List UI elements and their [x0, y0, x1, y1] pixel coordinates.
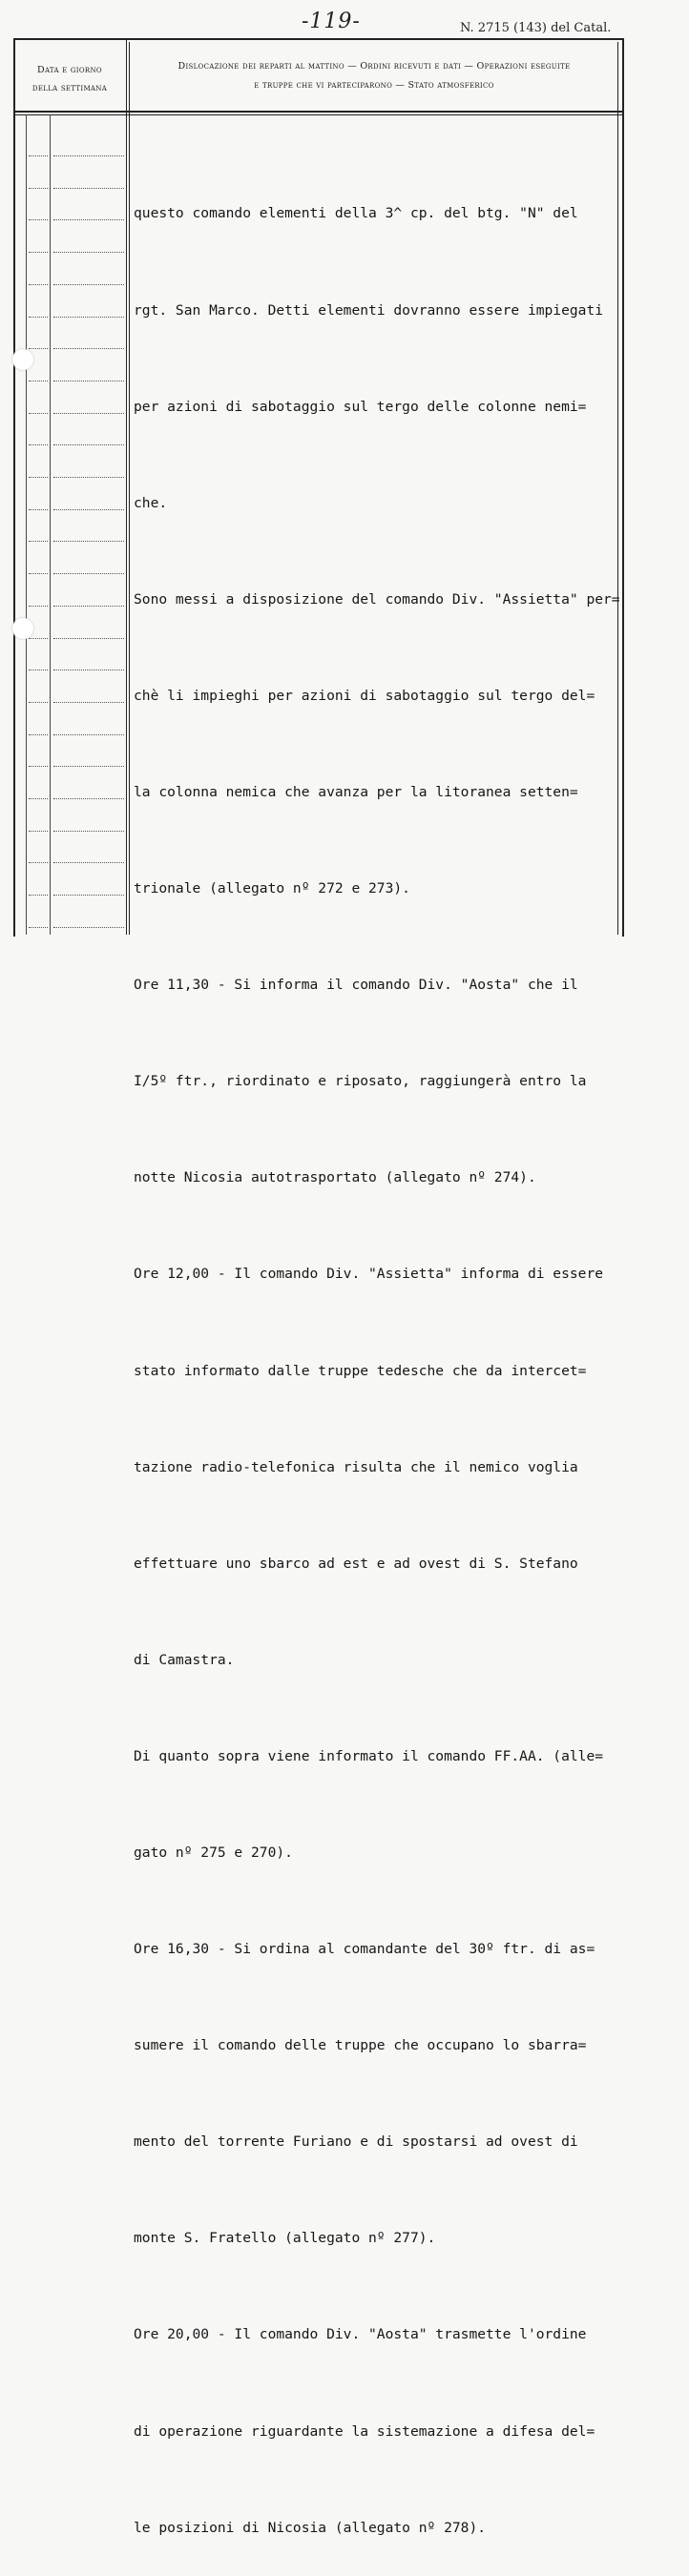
dotted-rule: [29, 862, 48, 863]
margin-rule: [26, 114, 27, 935]
binder-hole: [12, 618, 33, 639]
dotted-rule: [53, 638, 124, 639]
page-number: -119-: [302, 10, 361, 33]
text-line: Sono messi a disposizione del comando Div. "Assietta" per=: [134, 590, 620, 608]
text-line: Di quanto sopra viene informato il comando FF.AA. (alle=: [134, 1747, 604, 1764]
date-header-line: Data e giorno: [37, 65, 102, 75]
text-line: che.: [134, 494, 168, 511]
text-line: monte S. Fratello (allegato nº 277).: [134, 2230, 436, 2247]
column-divider: [126, 38, 127, 935]
dotted-rule: [29, 348, 48, 349]
dotted-rule: [29, 219, 48, 220]
text-line: di operazione riguardante la sistemazione a difesa del=: [134, 2422, 595, 2440]
binder-hole: [12, 349, 33, 370]
dotted-rule: [53, 766, 124, 767]
date-column-header: [15, 61, 124, 97]
text-line: notte Nicosia autotrasportato (allegato nº 274).: [134, 1169, 536, 1186]
text-line: rgt. San Marco. Detti elementi dovranno essere impiegati: [134, 301, 604, 319]
dotted-rule: [29, 284, 48, 285]
dotted-rule: [29, 477, 48, 478]
diary-entry-text: [134, 134, 630, 2576]
dotted-rule: [53, 541, 124, 542]
text-line: gato nº 275 e 270).: [134, 1844, 293, 1861]
text-line: Ore 16,30 - Si ordina al comandante del 30º ftr. di as=: [134, 1941, 595, 1958]
text-line: effettuare uno sbarco ad est e ad ovest di S. Stefano: [134, 1555, 578, 1572]
dotted-rule: [29, 317, 48, 318]
dotted-rule: [53, 317, 124, 318]
dotted-rule: [29, 831, 48, 832]
text-line: questo comando elementi della 3^ cp. del btg. "N" del: [134, 205, 578, 222]
dotted-rule: [29, 927, 48, 928]
dotted-rule: [29, 541, 48, 542]
header-rule: [13, 111, 622, 113]
dotted-rule: [29, 252, 48, 253]
dotted-rule: [53, 413, 124, 414]
day-column-rule: [50, 114, 51, 935]
dotted-rule: [53, 862, 124, 863]
text-line: Ore 12,00 - Il comando Div. "Assietta" informa di essere: [134, 1266, 604, 1283]
dotted-rule: [29, 734, 48, 735]
description-header-line: e truppe che vi parteciparono — Stato atmosferico: [254, 80, 494, 91]
text-line: sumere il comando delle truppe che occupano lo sbarra=: [134, 2037, 587, 2054]
catalog-reference: N. 2715 (143) del Catal.: [460, 21, 612, 35]
dotted-rule: [29, 188, 48, 189]
dotted-rule: [53, 252, 124, 253]
dotted-rule: [29, 798, 48, 799]
dotted-rule: [53, 927, 124, 928]
dotted-rule: [29, 413, 48, 414]
dotted-rule: [53, 348, 124, 349]
text-line: di Camastra.: [134, 1651, 235, 1668]
dotted-rule: [29, 766, 48, 767]
dotted-rule: [53, 702, 124, 703]
column-divider-inner: [129, 42, 130, 935]
dotted-rule: [29, 606, 48, 607]
date-header-line: della settimana: [31, 83, 108, 93]
dotted-rule: [29, 155, 48, 156]
text-line: le posizioni di Nicosia (allegato nº 278).: [134, 2519, 487, 2536]
dotted-rule: [53, 895, 124, 896]
text-line: I/5º ftr., riordinato e riposato, raggiungerà entro la: [134, 1073, 587, 1090]
dotted-rule: [29, 444, 48, 445]
text-line: Ore 20,00 - Il comando Div. "Aosta" trasmette l'ordine: [134, 2326, 587, 2343]
dotted-rule: [29, 702, 48, 703]
dotted-rule: [53, 734, 124, 735]
text-line: la colonna nemica che avanza per la litoranea setten=: [134, 783, 578, 800]
dotted-rule: [53, 798, 124, 799]
text-line: per azioni di sabotaggio sul tergo delle colonne nemi=: [134, 398, 587, 415]
text-line: trionale (allegato nº 272 e 273).: [134, 880, 410, 897]
dotted-rule: [53, 831, 124, 832]
description-column-header: [132, 57, 616, 95]
text-line: Ore 11,30 - Si informa il comando Div. "Aosta" che il: [134, 977, 578, 994]
dotted-rule: [53, 219, 124, 220]
dotted-rule: [53, 477, 124, 478]
header-rule-inner: [13, 114, 622, 115]
text-line: tazione radio-telefonica risulta che il nemico voglia: [134, 1458, 578, 1475]
dotted-rule: [29, 509, 48, 510]
text-line: chè li impieghi per azioni di sabotaggio sul tergo del=: [134, 687, 595, 704]
text-line: stato informato dalle truppe tedesche che da intercet=: [134, 1362, 587, 1379]
dotted-rule: [53, 606, 124, 607]
text-line: mento del torrente Furiano e di spostarsi ad ovest di: [134, 2133, 578, 2151]
dotted-rule: [53, 573, 124, 574]
description-header-line: Dislocazione dei reparti al mattino — Ordini ricevuti e dati — Operazioni eseguite: [177, 61, 571, 72]
dotted-rule: [53, 509, 124, 510]
dotted-rule: [53, 188, 124, 189]
dotted-rule: [53, 444, 124, 445]
dotted-rule: [53, 284, 124, 285]
dotted-rule: [29, 638, 48, 639]
dotted-rule: [29, 895, 48, 896]
dotted-rule: [29, 573, 48, 574]
dotted-rule: [53, 155, 124, 156]
